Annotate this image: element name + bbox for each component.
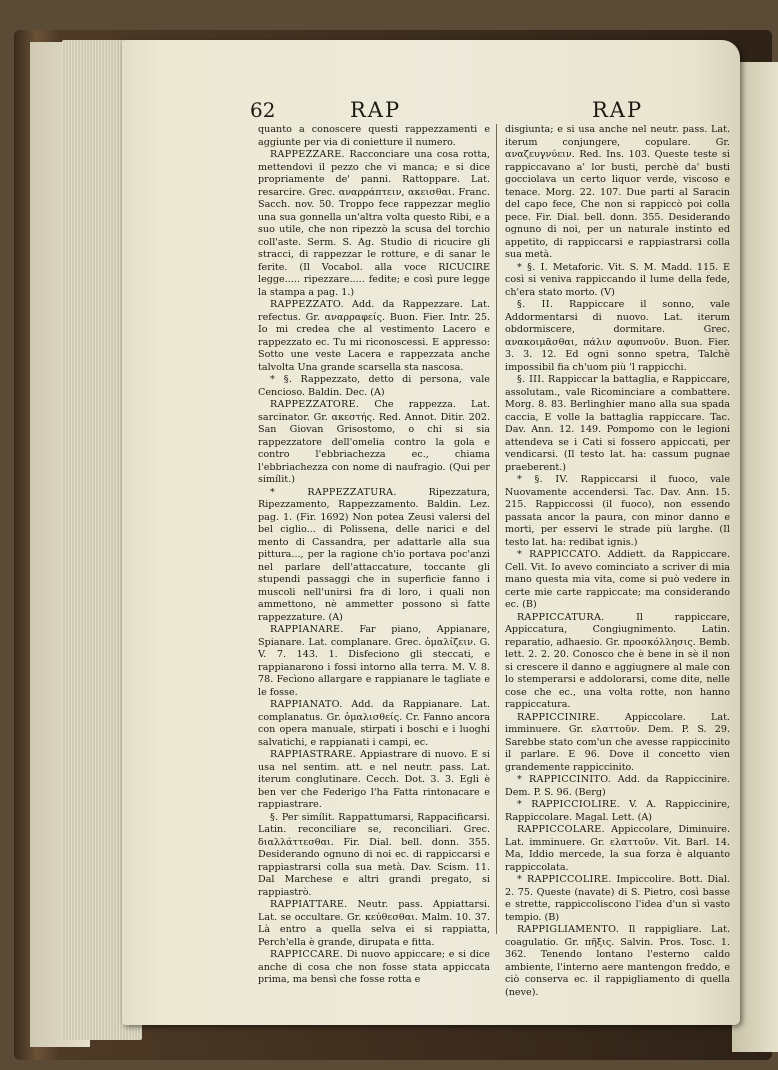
entry-headword: RAPPEZZARE. (270, 149, 345, 160)
entry-text: Rappiccare il sonno, vale Addormentarsi di nuovo. Lat. iterum obdormiscere, dormitare. Grec. ανακοιμᾶσθαι, πάλιν αφυπνοῦν. Buon. Fier. 3. 3. 12. Ed ogni sonno spetra, Talchè impossibil fia ch'uom più 'l rappicchi. (505, 299, 730, 373)
dictionary-entry (258, 899, 490, 949)
entry-text: Add. da Rappiccinire. Dem. P. S. 96. (Berg) (505, 774, 730, 798)
entry-headword: * §. (270, 374, 293, 385)
entry-text: Per simílit. Rappattumarsi, Rappacificarsi. Latin. reconciliare se, reconciliari. Grec. διαλλάττεσθαι. Fir. Dial. bell. donn. 355. Desiderando ognuno di noi ec. di rappiccarsi e rappiastrarsi colla sua metà. Dav. Scism. 11. Dal Marchese e altri grandi pregato, si rappiastrò. (258, 811, 490, 898)
entry-text: Che rappezza. Lat. sarcinator. Gr. ακεστής. Red. Annot. Ditir. 202. San Giovan Grisostomo, o chi si sia rappezzatore dell'omelia contro la gola e contro l'ebbriachezza ec., chiama l'ebbriachezza con nome di naufragio. (Qui per simílit.) (258, 399, 490, 485)
dictionary-entry (505, 124, 730, 262)
entry-text: quanto a conoscere questi rappezzamenti e aggiunte per via di conietture il numero. (258, 124, 490, 148)
entry-text: Racconciare una cosa rotta, mettendovi il pezzo che vi manca; e si dice propriamente de' panni. Rattoppare. Lat. resarcire. Grec. αναρράπτειν, ακεισθαι. Franc. Sacch. nov. 50. Troppo fece rappezzar meglio una sua gonnella un'altra volta questo Ribi, e a suo utile, che non ripezzò la scusa del torchio coll'aste. Serm. S. Ag. Studio di ricucire gli stracci, di rappezzar le rotture, e di sanar le ferite. (Il Vocabol. alla voce RICUCIRE legge..... ripezzare..... fedite; e così pure legge la stampa a pag. 1.) (258, 149, 490, 298)
entry-text: Di nuovo appiccare; e si dice anche di cosa che non fosse stata appiccata prima, ma bensì che fosse rotta e (258, 949, 490, 985)
entry-headword: RAPPIGLIAMENTO. (517, 924, 620, 935)
dictionary-entry (505, 299, 730, 374)
dictionary-entry (505, 874, 730, 924)
entry-headword: RAPPIANARE. (270, 624, 344, 635)
dictionary-entry (505, 612, 730, 712)
entry-headword: §. (270, 811, 279, 823)
dictionary-entry (505, 474, 730, 549)
dictionary-entry (505, 712, 730, 775)
entry-headword: RAPPICCARE. (270, 949, 344, 960)
entry-text: Ripezzatura, Ripezzamento, Rappezzamento. Baldin. Lez. pag. 1. (Fir. 1692) Non potea Zeusi valersi del bel ciglio... di Polissena, delle narici e del mento di Cassandra, per adattarle alla sua pittura..., per la ragione ch'io portava poc'anzi nel parlare dell'attaccature, toccante gli stupendi passaggi che in superficie fanno i muscoli nell'unirsi fra di loro, i quali non ammettono, nè ammetter possono sì fatte rappezzature. (A) (258, 486, 490, 623)
entry-headword: * §. IV. (517, 474, 569, 485)
entry-text: Far piano, Appianare, Spianare. Lat. complanare. Grec. ὁμαλίζειν. G. V. 7. 143. 1. Disfeciono gli steccati, e rappianarono i fossi intorno alla terra. M. V. 8. 78. Fecìono allargare e rappianare le tagliate e le fosse. (258, 624, 490, 698)
right-column (505, 124, 730, 999)
entry-headword: §. II. (517, 299, 554, 310)
entry-headword: * RAPPICCOLIRE. (517, 874, 612, 885)
dictionary-entry (258, 699, 490, 749)
entry-headword: * RAPPICCATO. (517, 549, 602, 560)
entry-headword: RAPPEZZATO. (270, 299, 344, 310)
entry-text: Il rappiccare, Appiccatura, Congiugnimento. Latin. reparatio, adhaesio. Gr. προσκόλλησις. Bemb. lett. 2. 2. 20. Conosco che è bene in sè il non si crescere il danno e aggiugnere al male con lo stemperarsi e addolorarsi, come dite, nelle cose che ec., una volta rotte, non hanno rappiccatura. (505, 611, 730, 710)
dictionary-entry (505, 799, 730, 824)
dictionary-entry (505, 549, 730, 612)
entry-headword: RAPPIATTARE. (270, 899, 348, 910)
entry-text: Metaforic. Vit. S. M. Madd. 115. E così si veniva rappiccando il lume della fede, ch'era stato morto. (V) (505, 261, 730, 298)
dictionary-entry (505, 374, 730, 474)
dictionary-entry (258, 949, 490, 987)
entry-text: disgiunta; e si usa anche nel neutr. pass. Lat. iterum conjungere, copulare. Gr. αναζευγνύειν. Red. Ins. 103. Queste teste si rappiccavano a' lor busti, perchè da' busti gocciolava un certo liquor verde, viscoso e tenace. Morg. 22. 107. Due parti al Saracin del capo fece, Che non si rappiccò poi colla pece. Fir. Dial. bell. donn. 355. Desiderando ognuno di noi, per un naturale instinto ed appetito, di rappiccarsi e rappiastrarsi colla sua metà. (505, 124, 730, 260)
entry-headword: §. III. (517, 374, 545, 385)
dictionary-entry (505, 262, 730, 300)
dictionary-entry (258, 149, 490, 299)
entry-text: Rappezzato, detto di persona, vale Cencioso. Baldin. Dec. (A) (258, 374, 490, 398)
column-divider (496, 124, 497, 934)
entry-text: Appiccolare. Lat. imminuere. Gr. ελαττοῦν. Dem. P. S. 29. Sarebbe stato com'un che avesse rappiccinito il parlare. E 96. Dove il concetto vien grandemente rappiccinito. (505, 711, 730, 773)
entry-text: Add. da Rappianare. Lat. complanatus. Gr. ὁμαλισθείς. Cr. Fanno ancora con opera manuale, stirpati i boschi e i luoghi salvatichi, e rappianati i campi, ec. (258, 699, 490, 748)
dictionary-entry (258, 624, 490, 699)
page-header (250, 98, 740, 124)
entry-headword: * RAPPICCIOLIRE. (517, 799, 621, 810)
dictionary-entry (505, 924, 730, 999)
entry-text: Neutr. pass. Appiattarsi. Lat. se occultare. Gr. κεύθεσθαι. Malm. 10. 37. Là entro a quella selva ei si rappiatta, Perch'ella è grande, dirupata e fitta. (258, 899, 490, 948)
running-head-right: RAP (592, 98, 644, 122)
dictionary-entry (258, 749, 490, 812)
entry-text: Appiastrare di nuovo. E si usa nel sentim. att. e nel neutr. pass. Lat. iterum conglutinare. Cecch. Dot. 3. 3. Egli è ben ver che Federigo l'ha Fatta rintonacare e rappiastrare. (258, 749, 490, 810)
entry-headword: RAPPEZZATORE. (270, 399, 360, 410)
dictionary-entry (258, 399, 490, 487)
dictionary-entry (258, 812, 490, 900)
entry-headword: RAPPIANATO. (270, 699, 343, 710)
dictionary-entry (258, 374, 490, 399)
entry-headword: RAPPIASTRARE. (270, 749, 357, 760)
dictionary-entry (258, 299, 490, 374)
entry-text: Add. da Rappezzare. Lat. refectus. Gr. αναρραφείς. Buon. Fier. Intr. 25. Io mi credea che al vestimento Lacero e rappezzato ec. Tu mi riconoscessi. E appresso: Sotto une veste Lacera e rappezzata anche talvolta Una grande scarsella sta nascosa. (258, 299, 490, 373)
dictionary-entry (258, 124, 490, 149)
entry-text: V. A. Rappiccinire, Rappiccolare. Magal. Lett. (A) (505, 799, 730, 823)
entry-headword: * RAPPICCINITO. (517, 774, 612, 785)
entry-headword: RAPPICCINIRE. (517, 711, 600, 723)
entry-text: Il rappigliare. Lat. coagulatio. Gr. πῆξις. Salvin. Pros. Tosc. 1. 362. Tenendo lontano l'esterno caldo ambiente, l'interno aere mantengon freddo, e ciò conserva ec. il rappigliamento di quella (neve). (505, 924, 730, 998)
entry-headword: * RAPPEZZATURA. (270, 486, 397, 498)
dictionary-entry (505, 774, 730, 799)
entry-headword: RAPPICCOLARE. (517, 824, 605, 835)
entry-headword: * §. I. (517, 261, 549, 273)
running-head-left: RAP (350, 98, 402, 122)
dictionary-entry (505, 824, 730, 874)
entry-text: Appiccolare, Diminuire. Lat. imminuere. Gr. ελαττοῦν. Vit. Barl. 14. Ma, Iddio mercede, la sua forza è alquanto rappiccolata. (505, 824, 730, 873)
dictionary-entry (258, 487, 490, 625)
entry-headword: RAPPICCATURA. (517, 611, 605, 623)
left-column (258, 124, 490, 987)
entry-text: Addiett. da Rappiccare. Cell. Vit. Io avevo cominciato a scriver di mia mano questa mia vita, come si può vedere in certe mie carte rappiccate; ma considerando ec. (B) (505, 549, 730, 610)
entry-text: Rappiccarsi il fuoco, vale Nuovamente accendersi. Tac. Dav. Ann. 15. 215. Rappiccossi (il fuoco), non essendo passata ancor la paura, con minor danno e morti, per esservi le strade più larghe. (Il testo lat. ha: redibat ignis.) (505, 474, 731, 548)
entry-text: Impiccolire. Bott. Dial. 2. 75. Queste (navate) di S. Pietro, così basse e strette, rappiccoliscono l'idea d'un sì vasto tempio. (B) (505, 874, 730, 923)
page-number: 62 (250, 98, 276, 122)
entry-text: Rappiccar la battaglia, e Rappiccare, assolutam., vale Ricominciare a combattere. Morg. 8. 83. Berlinghier mano alla sua spada caccia, E volle la battaglia rappiccare. Tac. Dav. Ann. 12. 149. Pompomo con le legioni attendeva se i Cati si fossero appiccati, per vendicarsi. (Il testo lat. ha: cassum pugnae praeberent.) (505, 374, 730, 473)
